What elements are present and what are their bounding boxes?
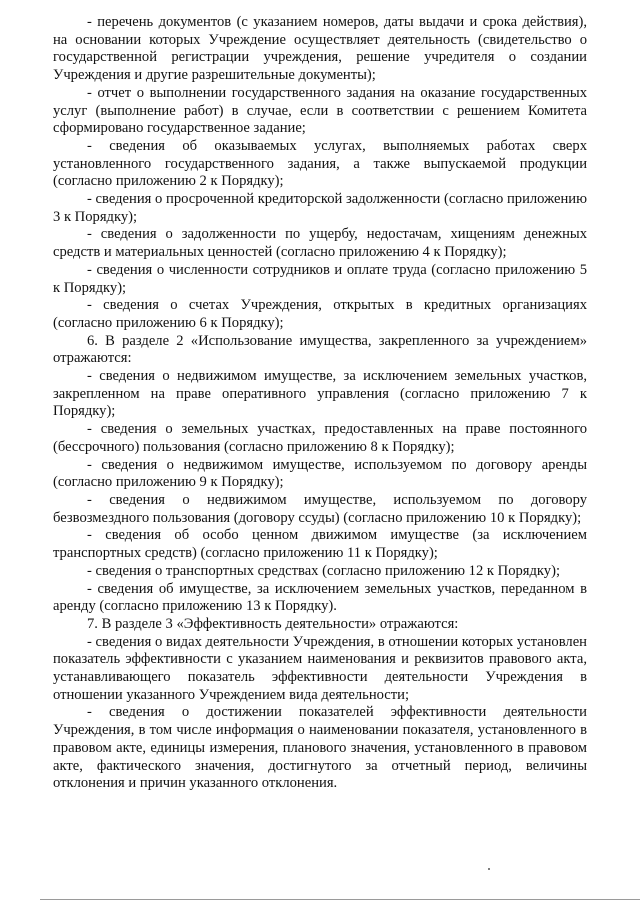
list-item-vehicles: - сведения о транспортных средствах (согласно приложению 12 к Порядку); bbox=[87, 562, 561, 579]
list-item-rented-out-property: - сведения об имуществе, за исключением земельных участков, переданном в аренду (согласно приложению 13 к Порядку). bbox=[53, 580, 587, 615]
document-body bbox=[53, 14, 587, 793]
list-item-real-estate: - сведения о недвижимом имуществе, за исключением земельных участков, закрепленном на праве оперативного управления (согласно приложению 7 к Порядку); bbox=[53, 368, 587, 420]
list-item-activity-types: - сведения о видах деятельности Учреждения, в отношении которых установлен показатель эффективности с указанием наименования и реквизитов правового акта, устанавливающего показатель эффективности деятельности Учреждения в отношении указанного Учреждением вида деятельности; bbox=[53, 633, 587, 703]
list-item-services-info: - сведения об оказываемых услугах, выполняемых работах сверх установленного государственного задания, а также выпускаемой продукции (согласно приложению 2 к Порядку); bbox=[53, 137, 587, 190]
scan-speck bbox=[488, 868, 490, 870]
list-item-documents: - перечень документов (с указанием номеров, даты выдачи и срока действия), на основании которых Учреждение осуществляет деятельность (свидетельство о государственной регистрации учреждения, решение учредителя о создании Учреждения и другие разрешительные документы); bbox=[53, 14, 587, 84]
list-item-damage-debt: - сведения о задолженности по ущербу, недостачам, хищениям денежных средств и материальных ценностей (согласно приложению 4 к Порядку); bbox=[53, 226, 587, 261]
page-bottom-edge bbox=[40, 899, 640, 900]
section-3-heading: 7. В разделе 3 «Эффективность деятельности» отражаются: bbox=[87, 615, 459, 632]
list-item-leased-property: - сведения о недвижимом имуществе, используемом по договору аренды (согласно приложению 9 к Порядку); bbox=[53, 456, 587, 491]
list-item-land-plots: - сведения о земельных участках, предоставленных на праве постоянного (бессрочного) пользования (согласно приложению 8 к Порядку); bbox=[53, 421, 587, 455]
list-item-valuable-movable: - сведения об особо ценном движимом имуществе (за исключением транспортных средств) (согласно приложению 11 к Порядку); bbox=[53, 527, 587, 562]
list-item-staff-count: - сведения о численности сотрудников и оплате труда (согласно приложению 5 к Порядку); bbox=[53, 261, 587, 296]
list-item-indicator-achievement: - сведения о достижении показателей эффективности деятельности Учреждения, в том числе информация о наименовании показателя, установленного в правовом акте, единицы измерения, планового значения, установленного в правовом акте, фактического значения, достигнутого за отчетный период, величины отклонения и причин указанного отклонения. bbox=[53, 704, 587, 792]
section-2-heading: 6. В разделе 2 «Использование имущества, закрепленного за учреждением» отражаются: bbox=[53, 332, 587, 367]
list-item-bank-accounts: - сведения о счетах Учреждения, открытых в кредитных организациях (согласно приложению 6 к Порядку); bbox=[53, 297, 587, 331]
list-item-overdue-payables: - сведения о просроченной кредиторской задолженности (согласно приложению 3 к Порядку); bbox=[53, 191, 587, 225]
list-item-free-use-property: - сведения о недвижимом имуществе, используемом по договору безвозмездного пользования (договору ссуды) (согласно приложению 10 к Порядку); bbox=[53, 491, 587, 526]
list-item-state-task-report: - отчет о выполнении государственного задания на оказание государственных услуг (выполнение работ) в случае, если в соответствии с решением Комитета сформировано государственное задание; bbox=[53, 84, 587, 137]
